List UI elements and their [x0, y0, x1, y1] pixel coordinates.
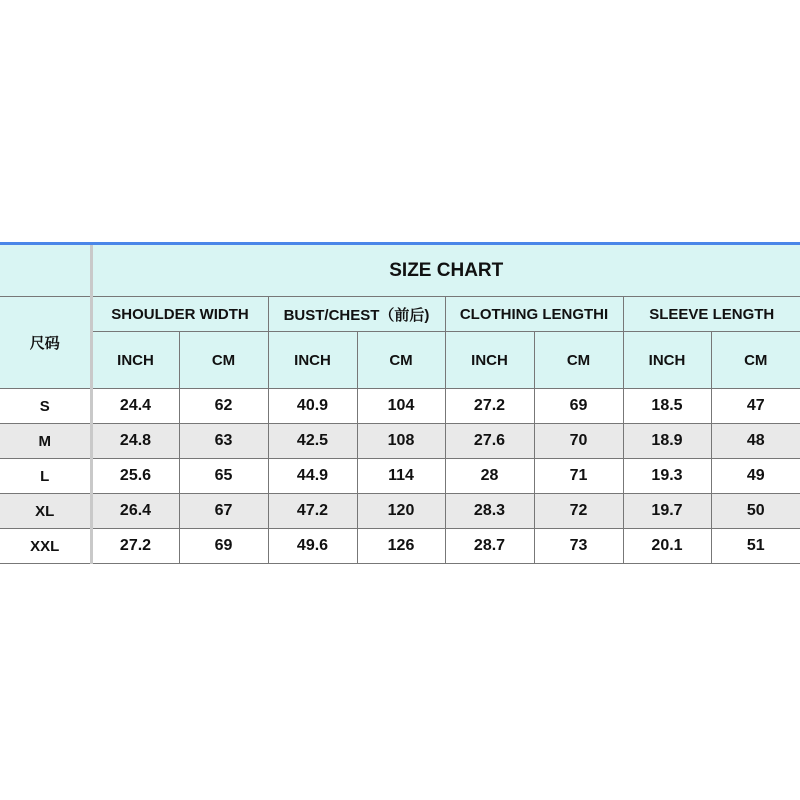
table-cell: 50 — [711, 494, 800, 529]
table-cell: 24.8 — [91, 424, 179, 459]
table-cell: 27.2 — [91, 529, 179, 564]
size-label: M — [0, 424, 91, 459]
group-header-bust-chest: BUST/CHEST（前后) — [268, 297, 445, 332]
table-cell: 28.7 — [445, 529, 534, 564]
table-cell: 40.9 — [268, 389, 357, 424]
table-cell: 72 — [534, 494, 623, 529]
table-cell: 71 — [534, 459, 623, 494]
unit-header: INCH — [445, 332, 534, 389]
table-cell: 114 — [357, 459, 445, 494]
table-cell: 120 — [357, 494, 445, 529]
table-row — [0, 459, 800, 494]
table-cell: 27.6 — [445, 424, 534, 459]
unit-header: CM — [357, 332, 445, 389]
table-cell: 19.7 — [623, 494, 711, 529]
table-cell: 19.3 — [623, 459, 711, 494]
table-cell: 49 — [711, 459, 800, 494]
table-row — [0, 494, 800, 529]
size-chart-table — [0, 245, 800, 564]
table-row — [0, 529, 800, 564]
table-cell: 63 — [179, 424, 268, 459]
table-cell: 26.4 — [91, 494, 179, 529]
size-column-header: 尺码 — [0, 297, 91, 389]
table-cell: 42.5 — [268, 424, 357, 459]
table-cell: 18.9 — [623, 424, 711, 459]
table-cell: 24.4 — [91, 389, 179, 424]
table-cell: 67 — [179, 494, 268, 529]
group-header-clothing-length: CLOTHING LENGTHI — [445, 297, 623, 332]
table-cell: 73 — [534, 529, 623, 564]
size-label: XXL — [0, 529, 91, 564]
table-row — [0, 424, 800, 459]
chart-title: SIZE CHART — [91, 245, 800, 297]
unit-header: INCH — [268, 332, 357, 389]
table-cell: 25.6 — [91, 459, 179, 494]
unit-header: CM — [534, 332, 623, 389]
table-cell: 20.1 — [623, 529, 711, 564]
table-cell: 70 — [534, 424, 623, 459]
table-cell: 49.6 — [268, 529, 357, 564]
size-label: S — [0, 389, 91, 424]
table-cell: 28 — [445, 459, 534, 494]
table-cell: 18.5 — [623, 389, 711, 424]
table-cell: 62 — [179, 389, 268, 424]
table-cell: 47 — [711, 389, 800, 424]
table-cell: 65 — [179, 459, 268, 494]
table-cell: 28.3 — [445, 494, 534, 529]
group-header-sleeve-length: SLEEVE LENGTH — [623, 297, 800, 332]
table-cell: 51 — [711, 529, 800, 564]
table-cell: 47.2 — [268, 494, 357, 529]
table-cell: 108 — [357, 424, 445, 459]
table-cell: 27.2 — [445, 389, 534, 424]
group-header-row — [0, 297, 800, 332]
corner-cell — [0, 245, 91, 297]
table-cell: 48 — [711, 424, 800, 459]
size-label: XL — [0, 494, 91, 529]
unit-header: CM — [179, 332, 268, 389]
group-header-shoulder-width: SHOULDER WIDTH — [91, 297, 268, 332]
unit-header-row — [0, 332, 800, 389]
unit-header: INCH — [623, 332, 711, 389]
table-cell: 69 — [179, 529, 268, 564]
table-row — [0, 389, 800, 424]
table-cell: 69 — [534, 389, 623, 424]
table-cell: 44.9 — [268, 459, 357, 494]
size-label: L — [0, 459, 91, 494]
unit-header: INCH — [91, 332, 179, 389]
unit-header: CM — [711, 332, 800, 389]
table-cell: 126 — [357, 529, 445, 564]
title-row — [0, 245, 800, 297]
table-cell: 104 — [357, 389, 445, 424]
